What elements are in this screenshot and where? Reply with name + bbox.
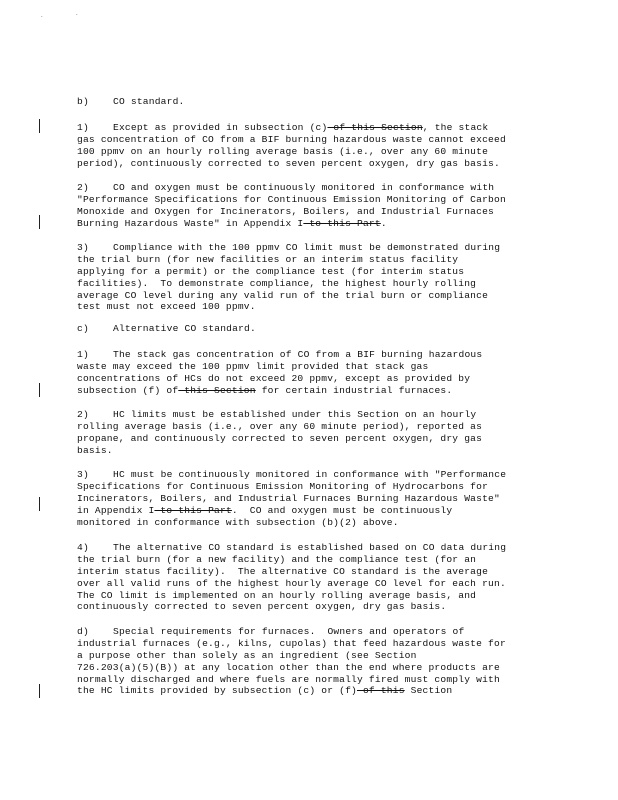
text-line: [77, 158, 547, 170]
text-run: a purpose other than solely as an ingredient (see Section: [77, 649, 417, 661]
text-line: [77, 421, 547, 433]
text-line: [77, 266, 547, 278]
text-run: average CO level during any valid run of the trial burn or compliance: [77, 289, 489, 301]
paragraph-b-2: [77, 182, 547, 230]
text-line: [77, 685, 547, 697]
text-run: gas concentration of CO from a BIF burning hazardous waste cannot exceed: [77, 133, 506, 145]
item-number: 3): [77, 469, 89, 480]
paragraph-c-3: [77, 469, 547, 528]
text-line: [77, 481, 547, 493]
item-number: 3): [77, 242, 89, 253]
text-line: [77, 146, 547, 158]
text-line: [77, 493, 547, 505]
text-run: applying for a permit) or the compliance test (for interim status: [77, 265, 465, 277]
text-run: subsection (f) of: [77, 384, 179, 396]
text-run: concentrations of HCs do not exceed 20 ppmv, except as provided by: [77, 372, 471, 384]
text-line: [77, 218, 547, 230]
text-line: [77, 242, 547, 254]
revision-bar: [39, 383, 40, 397]
paragraph-c-1: [77, 349, 547, 397]
revision-bar: [39, 684, 40, 698]
text-run: facilities). To demonstrate compliance, the highest hourly rolling: [77, 277, 477, 289]
text-run: waste may exceed the 100 ppmv limit provided that stack gas: [77, 360, 429, 372]
item-number: 4): [77, 542, 89, 553]
text-line: [77, 433, 547, 445]
text-line: [77, 349, 547, 361]
text-line: [77, 409, 547, 421]
text-run: Burning Hazardous Waste" in Appendix I: [77, 217, 304, 229]
paragraph-d: [77, 626, 547, 697]
text-line: [77, 469, 547, 481]
text-run: interim status facility). The alternative CO standard is the average: [77, 565, 489, 577]
text-line: [77, 182, 547, 194]
text-line: [77, 554, 547, 566]
text-run: "Performance Specifications for Continuous Emission Monitoring of Carbon: [77, 193, 506, 205]
text-line: [77, 445, 547, 457]
text-run: industrial furnaces (e.g., kilns, cupolas) that feed hazardous waste for: [77, 637, 506, 649]
text-run: 100 ppmv on an hourly rolling average basis (i.e., over any 60 minute: [77, 145, 489, 157]
struck-text: to this Part: [154, 504, 232, 516]
text-run: Monoxide and Oxygen for Incinerators, Boilers, and Industrial Furnaces: [77, 205, 495, 217]
text-run: the trial burn (for new facilities or an interim status facility: [77, 253, 459, 265]
text-run: continuously corrected to seven percent oxygen, dry gas basis.: [77, 601, 447, 613]
text-line: [77, 323, 547, 335]
text-line: [77, 96, 547, 108]
text-line: [77, 194, 547, 206]
struck-text: to this Part: [303, 217, 381, 229]
revision-bar: [39, 119, 40, 133]
text-line: [77, 122, 547, 134]
text-line: [77, 638, 547, 650]
text-run: CO and oxygen must be continuously monitored in conformance with: [113, 182, 495, 193]
text-run: normally discharged and where fuels are normally fired must comply with: [77, 673, 500, 685]
text-run: Special requirements for furnaces. Owners and operators of: [113, 626, 465, 637]
text-line: [77, 254, 547, 266]
speck: .: [40, 12, 44, 19]
text-run: Compliance with the 100 ppmv CO limit must be demonstrated during: [113, 242, 501, 253]
text-line: [77, 542, 547, 554]
text-line: [77, 278, 547, 290]
text-line: [77, 626, 547, 638]
paragraph-b-3: [77, 242, 547, 313]
text-line: [77, 590, 547, 602]
text-line: [77, 385, 547, 397]
text-line: [77, 566, 547, 578]
text-run: The alternative CO standard is established based on CO data during: [113, 542, 507, 553]
text-run: the trial burn (for a new facility) and the compliance test (for an: [77, 553, 477, 565]
item-number: 1): [77, 122, 89, 133]
text-line: [77, 505, 547, 517]
item-number: 1): [77, 349, 89, 360]
text-run: .: [380, 217, 387, 229]
text-line: [77, 650, 547, 662]
paragraph-b-1: [77, 122, 547, 170]
text-line: [77, 674, 547, 686]
struck-text: this Section: [178, 384, 256, 396]
text-line: [77, 361, 547, 373]
text-run: propane, and continuously corrected to seven percent oxygen, dry gas: [77, 432, 483, 444]
text-run: the HC limits provided by subsection (c) or (f): [77, 685, 357, 697]
paragraph-b-heading: [77, 96, 547, 108]
struck-text: of this: [357, 685, 405, 697]
item-number: 2): [77, 409, 89, 420]
text-run: basis.: [77, 444, 113, 456]
revision-bar: [39, 497, 40, 511]
item-number: c): [77, 323, 89, 334]
text-line: [77, 373, 547, 385]
text-run: CO standard.: [113, 96, 185, 107]
struck-text: of this Section: [327, 122, 423, 133]
text-run: 726.203(a)(5)(B)) at any location other than the end where products are: [77, 661, 500, 673]
text-run: , the stack: [422, 122, 489, 133]
text-line: [77, 301, 547, 313]
text-run: for certain industrial furnaces.: [255, 384, 453, 396]
text-run: HC must be continuously monitored in conformance with "Performance: [113, 469, 507, 480]
item-number: 2): [77, 182, 89, 193]
text-run: Except as provided in subsection (c): [113, 122, 328, 133]
text-run: period), continuously corrected to seven percent oxygen, dry gas basis.: [77, 157, 500, 169]
text-run: monitored in conformance with subsection (b)(2) above.: [77, 516, 399, 528]
item-number: d): [77, 626, 89, 637]
text-line: [77, 662, 547, 674]
text-run: The CO limit is implemented on an hourly rolling average basis, and: [77, 589, 477, 601]
speck: .: [75, 10, 79, 17]
text-line: [77, 578, 547, 590]
text-line: [77, 601, 547, 613]
text-run: in Appendix I: [77, 504, 155, 516]
text-run: over all valid runs of the highest hourly average CO level for each run.: [77, 577, 506, 589]
text-run: HC limits must be established under this Section on an hourly: [113, 409, 477, 420]
text-run: test must not exceed 100 ppmv.: [77, 301, 256, 313]
paragraph-c-4: [77, 542, 547, 613]
text-run: The stack gas concentration of CO from a BIF burning hazardous: [113, 349, 483, 360]
text-run: Section: [404, 685, 453, 697]
text-run: Specifications for Continuous Emission Monitoring of Hydrocarbons for: [77, 480, 489, 492]
text-line: [77, 206, 547, 218]
text-line: [77, 517, 547, 529]
text-run: . CO and oxygen must be continuously: [231, 504, 453, 516]
text-run: Incinerators, Boilers, and Industrial Furnaces Burning Hazardous Waste": [77, 492, 500, 504]
text-line: [77, 134, 547, 146]
revision-bar: [39, 215, 40, 229]
text-line: [77, 290, 547, 302]
item-number: b): [77, 96, 89, 107]
paragraph-c-2: [77, 409, 547, 457]
text-run: rolling average basis (i.e., over any 60 minute period), reported as: [77, 420, 483, 432]
paragraph-c-heading: [77, 323, 547, 335]
text-run: Alternative CO standard.: [113, 323, 256, 334]
